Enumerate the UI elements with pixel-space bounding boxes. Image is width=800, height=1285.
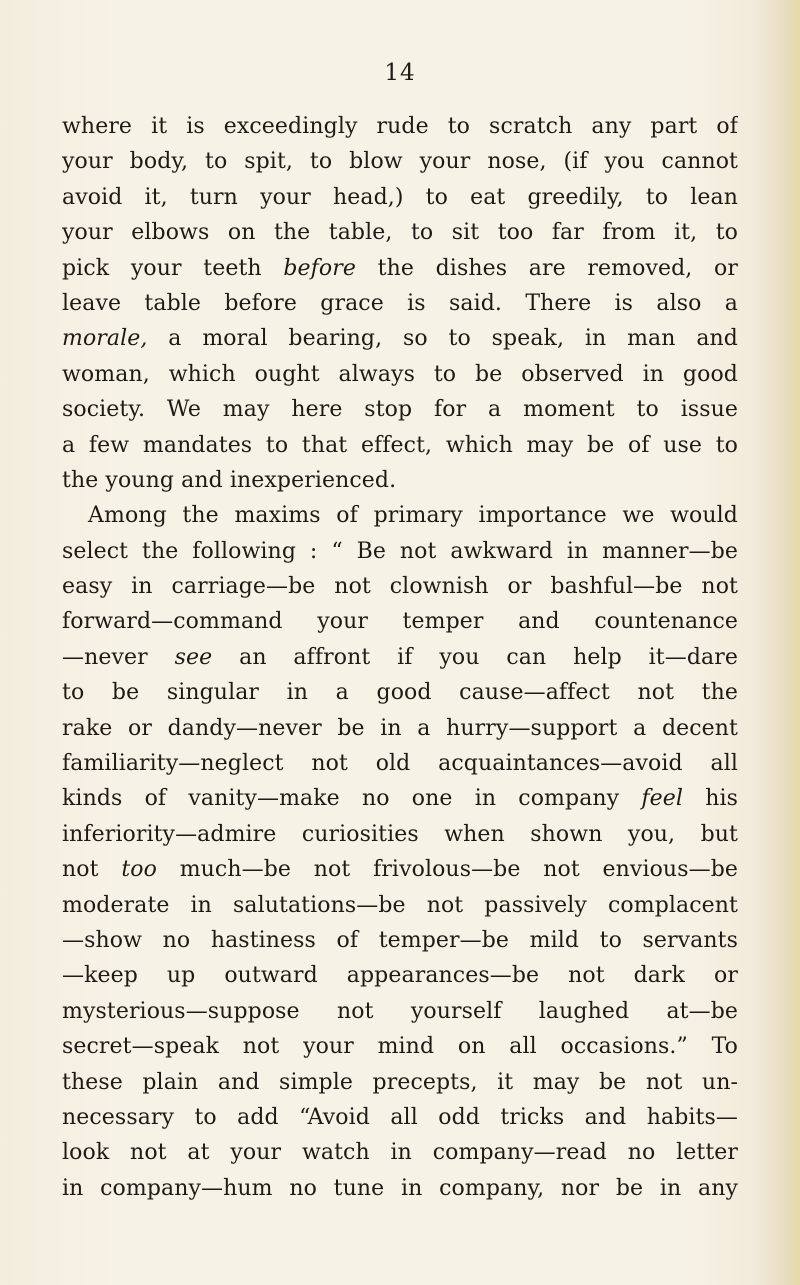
text-line: [62, 675, 738, 710]
italic-text: before: [283, 255, 356, 281]
text-segment: —keep up outward appearances—be not dark or: [62, 963, 738, 989]
text-line: [62, 286, 738, 321]
text-segment: leave table before grace is said. There is also a: [62, 290, 738, 316]
text-line: [62, 463, 738, 498]
text-segment: society. We may here stop for a moment to issue: [62, 397, 738, 423]
text-segment: the dishes are removed, or: [355, 255, 738, 281]
text-line: [62, 1135, 738, 1170]
text-line: [62, 498, 738, 533]
text-line: [62, 781, 738, 816]
text-line: [62, 711, 738, 746]
text-segment: look not at your watch in company—read no letter: [62, 1140, 738, 1166]
text-line: [62, 569, 738, 604]
text-line: [62, 428, 738, 463]
text-segment: in company—hum no tune in company, nor be in any: [62, 1175, 738, 1201]
text-segment: necessary to add “Avoid all odd tricks and habits—: [62, 1104, 738, 1130]
text-line: [62, 215, 738, 250]
text-line: [62, 321, 738, 356]
text-segment: rake or dandy—never be in a hurry—support a decent: [62, 715, 738, 741]
text-segment: —show no hastiness of temper—be mild to servants: [62, 927, 738, 953]
text-segment: select the following : “ Be not awkward in manner—be: [62, 538, 738, 564]
text-segment: mysterious—suppose not yourself laughed at—be: [62, 998, 738, 1024]
text-line: [62, 888, 738, 923]
text-segment: the young and inexperienced.: [62, 467, 397, 493]
italic-text: too: [121, 857, 157, 883]
text-line: [62, 1065, 738, 1100]
text-line: [62, 994, 738, 1029]
text-segment: woman, which ought always to be observed in good: [62, 361, 738, 387]
text-line: [62, 923, 738, 958]
text-segment: secret—speak not your mind on all occasions.” To: [62, 1034, 738, 1060]
text-segment: to be singular in a good cause—affect not the: [62, 680, 738, 706]
body-text: [62, 109, 738, 1206]
text-segment: much—be not frivolous—be not envious—be: [156, 857, 738, 883]
page-edge-shading: [752, 0, 800, 1285]
text-line: [62, 852, 738, 887]
italic-text: feel: [641, 786, 684, 812]
text-segment: these plain and simple precepts, it may be not un-: [62, 1069, 738, 1095]
text-segment: not: [62, 857, 122, 883]
text-line: [62, 1171, 738, 1206]
text-line: [62, 604, 738, 639]
text-line: [62, 180, 738, 215]
text-segment: forward—command your temper and countenance: [62, 609, 738, 635]
text-line: [62, 251, 738, 286]
text-line: [62, 1100, 738, 1135]
text-line: [62, 144, 738, 179]
text-segment: pick your teeth: [62, 255, 284, 281]
text-segment: a few mandates to that effect, which may be of use to: [62, 432, 738, 458]
italic-text: see: [174, 644, 213, 670]
text-segment: avoid it, turn your head,) to eat greedily, to lean: [62, 184, 738, 210]
text-segment: Among the maxims of primary importance we would: [88, 503, 738, 529]
page-number: 14: [384, 60, 416, 86]
text-line: [62, 534, 738, 569]
text-segment: your body, to spit, to blow your nose, (if you cannot: [62, 149, 738, 175]
text-segment: where it is exceedingly rude to scratch any part of: [62, 114, 738, 139]
text-segment: a moral bearing, so to speak, in man and: [147, 326, 738, 352]
text-segment: kinds of vanity—make no one in company: [62, 786, 642, 812]
text-line: [62, 357, 738, 392]
text-line: [62, 109, 738, 144]
text-line: [62, 958, 738, 993]
text-line: [62, 746, 738, 781]
text-segment: moderate in salutations—be not passively complacent: [62, 892, 738, 918]
text-segment: an affront if you can help it—dare: [212, 644, 738, 670]
italic-text: morale,: [62, 326, 148, 352]
text-line: [62, 1029, 738, 1064]
text-line: [62, 392, 738, 427]
text-segment: inferiority—admire curiosities when shown you, but: [62, 821, 738, 847]
text-segment: your elbows on the table, to sit too far from it, to: [62, 220, 738, 246]
text-segment: easy in carriage—be not clownish or bashful—be not: [62, 574, 738, 600]
text-segment: his: [683, 786, 738, 812]
text-line: [62, 817, 738, 852]
text-segment: —never: [62, 644, 175, 670]
text-line: [62, 640, 738, 675]
text-segment: familiarity—neglect not old acquaintances—avoid all: [62, 751, 738, 777]
